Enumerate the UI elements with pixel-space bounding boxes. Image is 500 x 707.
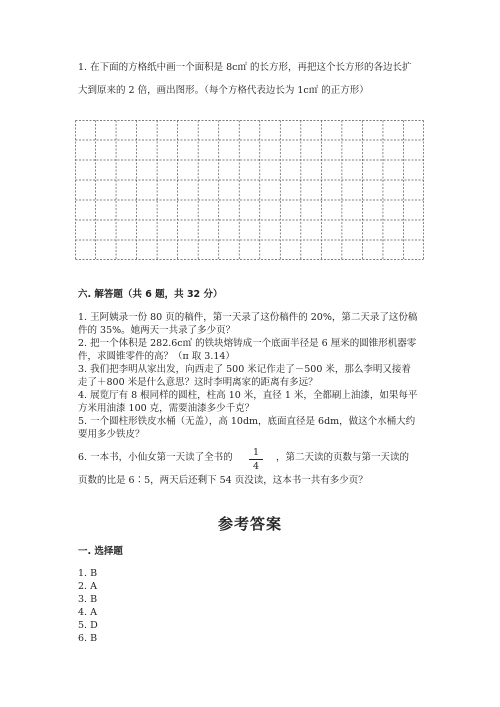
answer-item: 4. A xyxy=(78,607,97,618)
answer-item: 2. A xyxy=(78,581,97,592)
s6-line: 3. 我们把李明从家出发，向西走了 500 米记作走了－500 米，那么李明又接着 xyxy=(78,364,411,375)
s6-line: 方米用油漆 100 克，需要油漆多少千克？ xyxy=(78,403,255,414)
fraction-numerator: 1 xyxy=(252,447,260,458)
answer-item: 6. B xyxy=(78,633,98,644)
section-6-heading: 六. 解答题（共 6 题，共 32 分） xyxy=(78,289,223,300)
s6-line: 5. 一个圆柱形铁皮水桶（无盖），高 10dm，底面直径是 6dm，做这个水桶大约 xyxy=(78,416,416,427)
fraction-denominator: 4 xyxy=(252,461,260,472)
grid-paper xyxy=(75,120,424,260)
s6-line: 走了＋800 米是什么意思？这时李明离家的距离有多远？ xyxy=(78,377,318,388)
answer-item: 3. B xyxy=(78,594,98,605)
question-1-line-2: 大到原来的 2 倍，画出图形。（每个方格代表边长为 1c㎡ 的正方形） xyxy=(78,85,369,96)
question-6-part-2: ，第二天读的页数与第一天读的 xyxy=(276,452,410,463)
s6-line: 1. 王阿姨录一份 80 页的稿件，第一天录了这份稿件的 20%，第二天录了这份稿 xyxy=(78,312,418,323)
s6-line: 件的 35%。她两天一共录了多少页？ xyxy=(78,325,236,336)
question-6-line-2: 页数的比是 6∶5，两天后还剩下 54 页没读，这本书一共有多少页？ xyxy=(78,475,368,486)
question-1-line-1: 1. 在下面的方格纸中画一个面积是 8c㎡ 的长方形，再把这个长方形的各边长扩 xyxy=(78,62,412,73)
answer-item: 1. B xyxy=(78,568,98,579)
answer-section-heading: 一. 选择题 xyxy=(78,546,123,557)
fraction-bar xyxy=(249,459,263,460)
s6-line: 4. 展览厅有 8 根同样的圆柱，柱高 10 米，直径 1 米，全都刷上油漆，如果每平 xyxy=(78,390,418,401)
question-6-part-1: 6. 一本书，小仙女第一天读了全书的 xyxy=(78,452,233,463)
s6-line: 要用多少铁皮？ xyxy=(78,429,145,440)
s6-line: 件，求圆锥零件的高？（π 取 3.14） xyxy=(78,351,235,362)
answer-key-title: 参考答案 xyxy=(217,515,282,533)
s6-line: 2. 把一个体积是 282.6c㎥ 的铁块熔铸成一个底面半径是 6 厘米的圆锥形机器零 xyxy=(78,338,417,349)
fraction-one-quarter xyxy=(249,447,263,472)
answer-item: 5. D xyxy=(78,620,98,631)
